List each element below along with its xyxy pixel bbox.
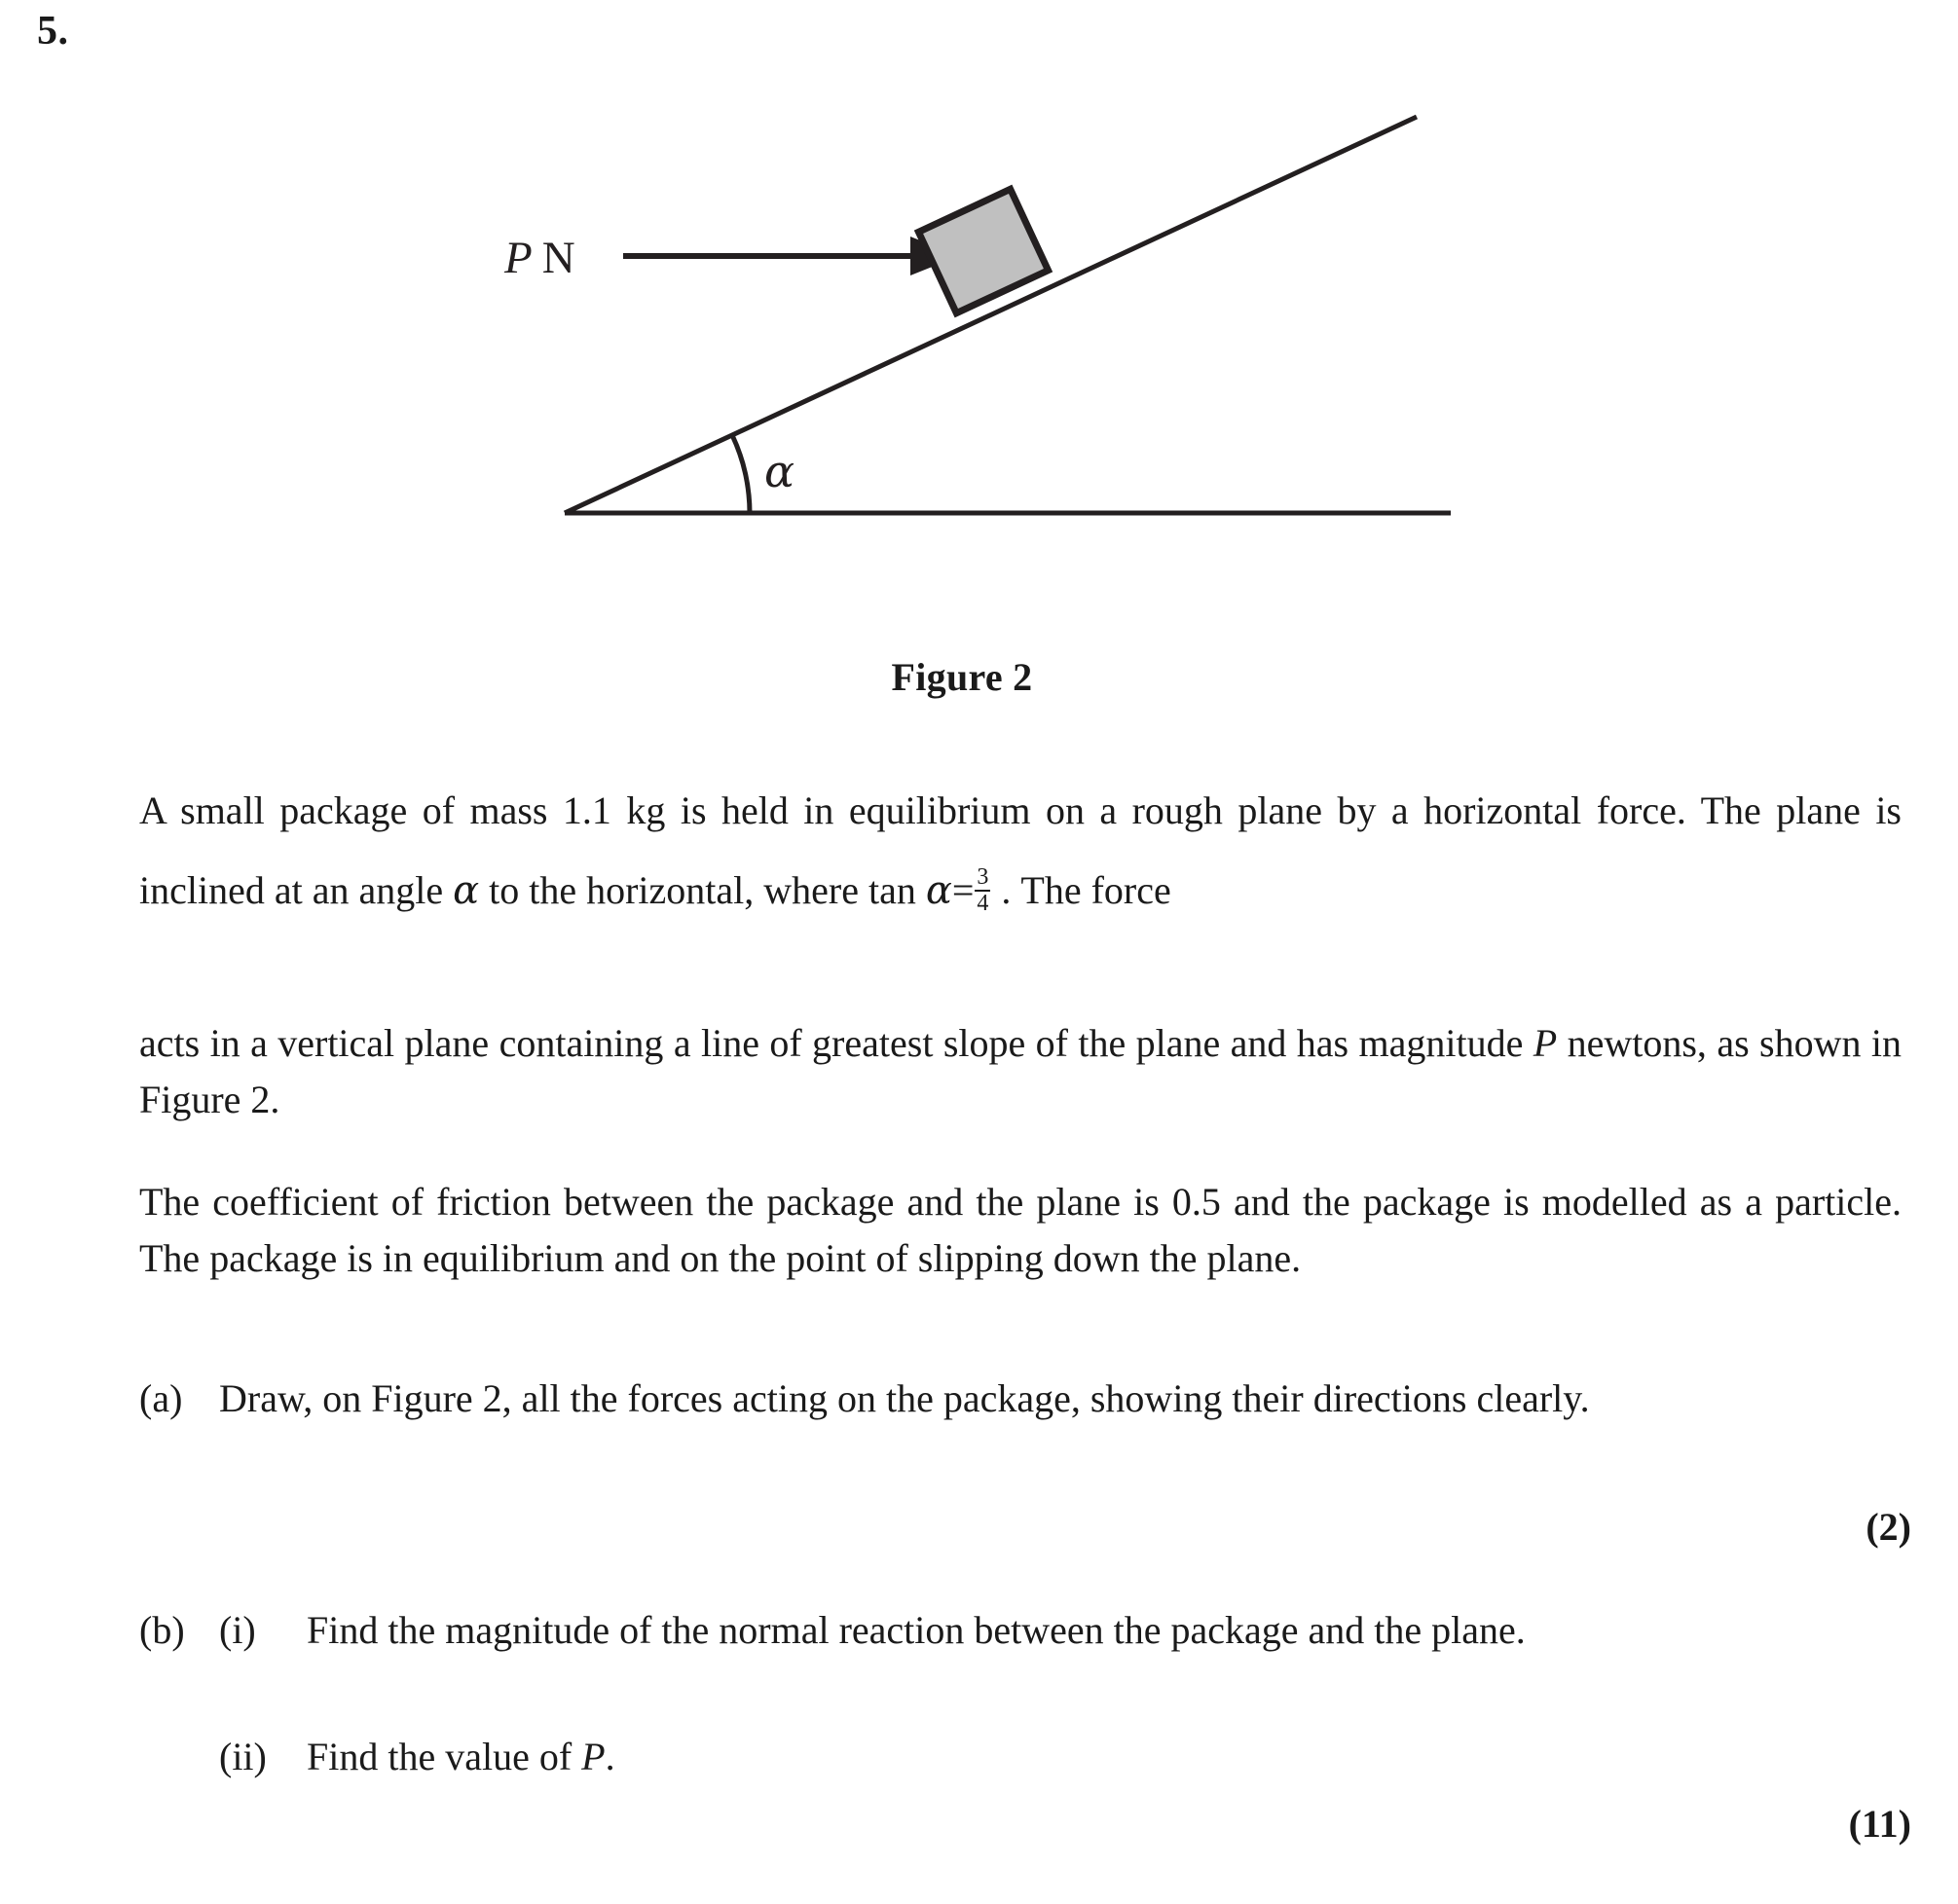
part-b-i-marker: (i) [219,1608,256,1652]
para1-segment-b: to the horizontal, where tan [479,868,926,912]
part-a-text: Draw, on Figure 2, all the forces acting on the package, showing their directions clearly. [219,1376,1590,1420]
angle-arc [732,435,750,513]
para1-segment-c: . The force [991,868,1171,912]
paragraph-friction-model: The coefficient of friction between the package and the plane is 0.5 and the package is modelled as a particle. The package is in equilibrium and on the point of slipping down the plane. [139,1180,1902,1281]
para1-equals: = [951,868,975,912]
part-b-ii-text-a: Find the value of [307,1735,582,1779]
part-b-ii-marker: (ii) [219,1735,267,1779]
para2-segment-a: acts in a vertical plane containing a line of greatest slope of the plane and has magnitude [139,1021,1533,1065]
figure-caption-text: Figure 2 [891,655,1033,699]
part-b-ii-text [307,1729,1902,1785]
force-label-symbol: P [504,233,533,283]
figure-caption [0,654,1958,700]
fraction-three-quarters [975,865,990,915]
figure-2-diagram [0,92,1958,560]
para1-alpha: α [453,868,480,913]
part-b-marks: (11) [1848,1802,1911,1846]
paragraph-force-description [139,1015,1902,1129]
part-a-marker: (a) [139,1376,183,1420]
para1-segment-a: A small package of mass 1.1 kg is held in equilibrium on a rough plane by a horizontal force. The plane is inclined at an angle [139,788,1902,912]
part-b-ii-symbol-P: P [581,1735,606,1779]
angle-alpha-label: α [764,445,795,497]
force-label [503,233,575,283]
question-part-a [139,1371,1902,1427]
fraction-numerator: 3 [977,864,989,891]
fraction-denominator: 4 [977,891,989,917]
incline-line [565,117,1417,513]
force-label-unit: N [541,233,575,283]
para2-symbol-P: P [1533,1021,1558,1065]
part-b-marker: (b) [139,1608,185,1652]
question-number: 5. [37,9,69,54]
para1-alpha-2: α [925,868,952,913]
para2-segment-b: newtons, as shown in Figure 2. [139,1021,1902,1122]
part-a-marks: (2) [1866,1505,1911,1549]
paragraph-problem-setup [139,771,1902,931]
part-b-i-text: Find the magnitude of the normal reaction between the package and the plane. [307,1608,1526,1652]
question-part-b [139,1602,1902,1786]
inclined-plane-svg [0,92,1958,560]
part-b-ii-text-b: . [605,1735,615,1779]
